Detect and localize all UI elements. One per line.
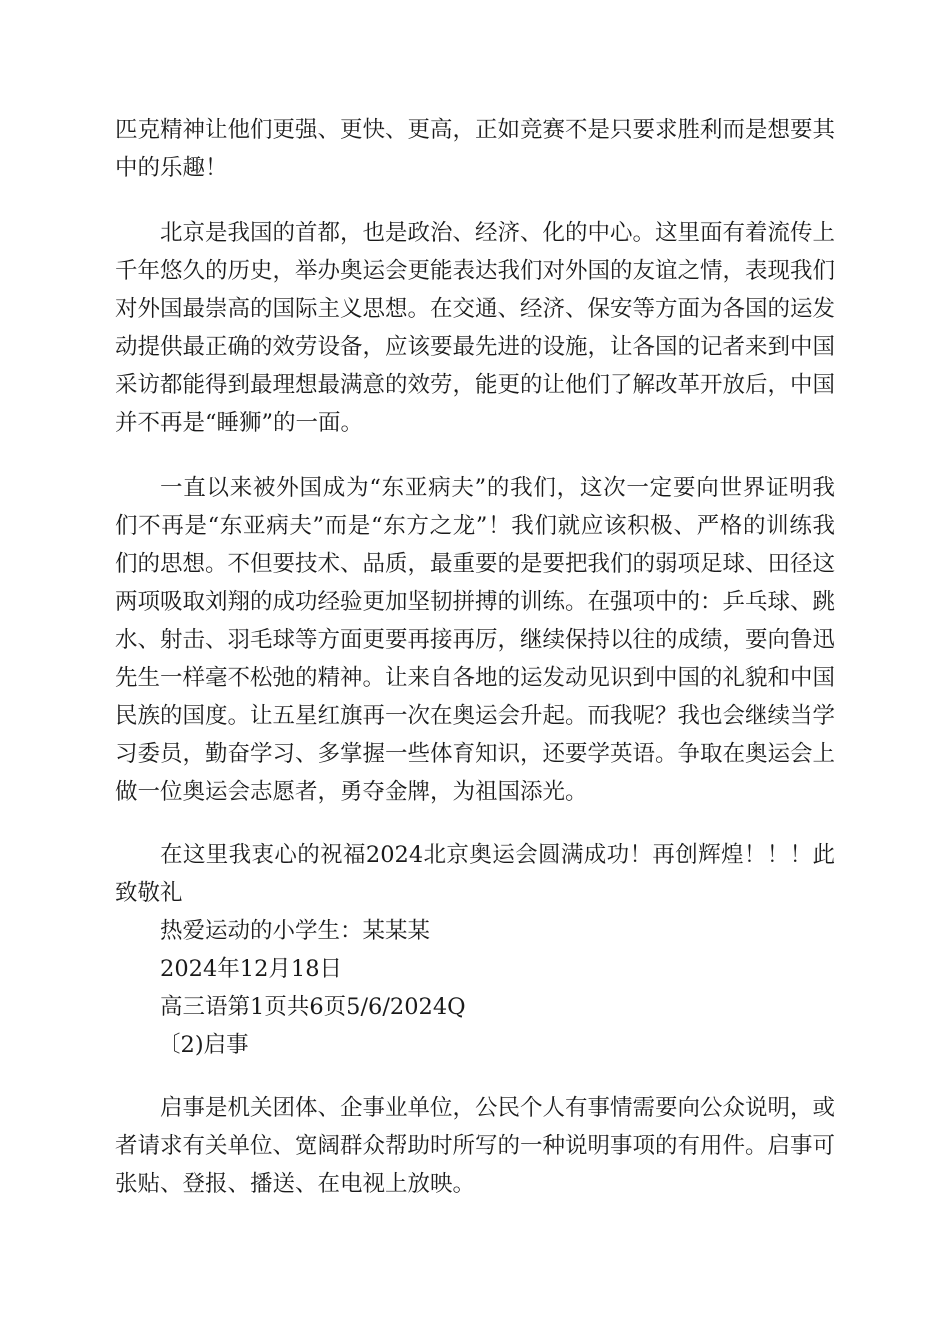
paragraph-beijing-capital: 北京是我国的首都，也是政治、经济、化的中心。这里面有着流传上千年悠久的历史，举办奥运会更能表达我们对外国的友谊之情，表现我们对外国最崇高的国际主义思想。在交通、经济、保安等方面为各国的运发动提供最正确的效劳设备，应该要最先进的设施，让各国的记者来到中国采访都能得到最理想最满意的效劳，能更的让他们了解改革开放后，中国并不再是“睡狮”的一面。 xyxy=(115,220,836,436)
date-line: 2024年12月18日 xyxy=(160,956,343,982)
paragraph-olympic-spirit: 匹克精神让他们更强、更快、更高，正如竞赛不是只要求胜利而是想要其中的乐趣！ xyxy=(115,117,836,181)
paragraph-blessing: 在这里我衷心的祝福2024北京奥运会圆满成功！再创辉煌！！！此致敬礼 xyxy=(115,842,835,906)
paragraph-sick-man-of-asia: 一直以来被外国成为“东亚病夫”的我们，这次一定要向世界证明我们不再是“东亚病夫”而是“东方之龙”！我们就应该积极、严格的训练我们的思想。不但要技术、品质，最重要的是要把我们的弱项足球、田径这两项吸取刘翔的成功经验更加坚韧拼搏的训练。在强项中的：乒乓球、跳水、射击、羽毛球等方面更要再接再厉，继续保持以往的成绩，要向鲁迅先生一样毫不松弛的精神。让来自各地的运发动见识到中国的礼貌和中国民族的国度。让五星红旗再一次在奥运会升起。而我呢？我也会继续当学习委员，勤奋学习、多掌握一些体育知识，还要学英语。争取在奥运会上做一位奥运会志愿者，勇夺金牌，为祖国添光。 xyxy=(115,475,836,805)
section-heading: 〔2)启事 xyxy=(158,1032,249,1058)
signature-line: 热爱运动的小学生：某某某 xyxy=(160,918,431,944)
page-footer-note: 高三语第1页共6页5/6/2024Q xyxy=(160,994,466,1020)
document-body xyxy=(115,111,835,1203)
section-body-paragraph: 启事是机关团体、企事业单位，公民个人有事情需要向公众说明，或者请求有关单位、宽阔群众帮助时所写的一种说明事项的有用件。启事可张贴、登报、播送、在电视上放映。 xyxy=(115,1095,836,1197)
